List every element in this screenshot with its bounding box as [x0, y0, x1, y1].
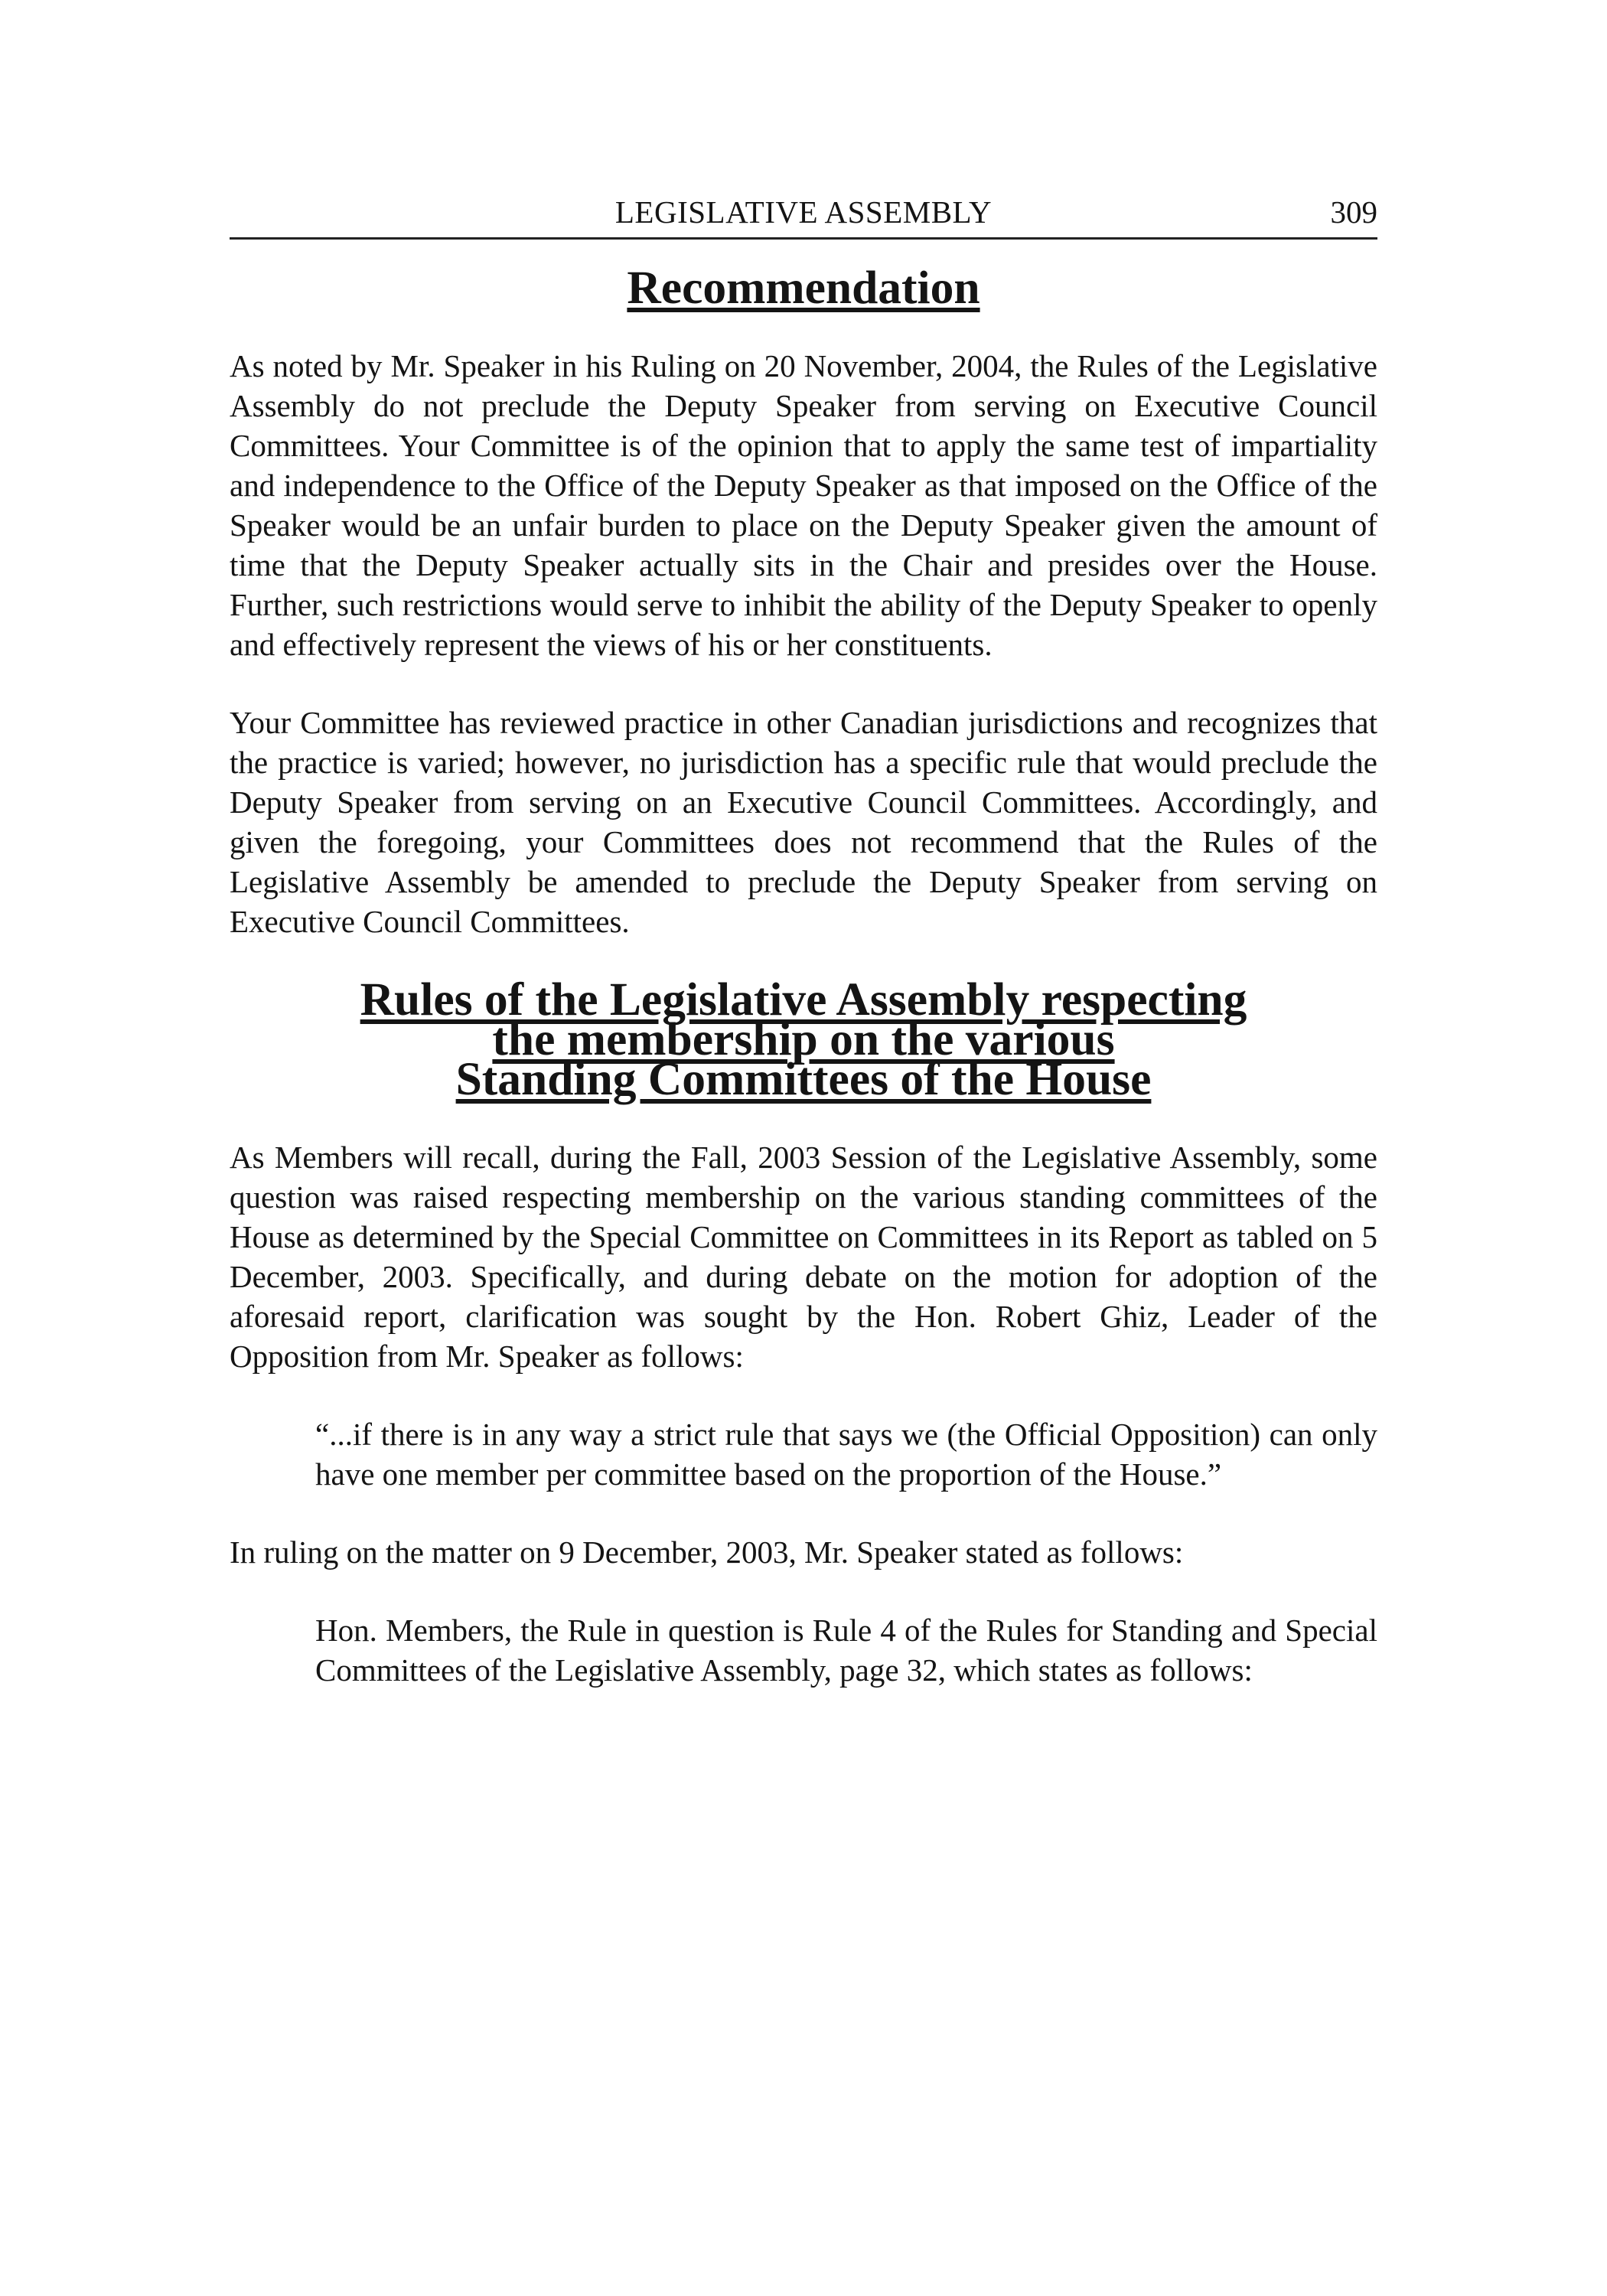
rules-heading: [230, 974, 1377, 1105]
paragraph-deputy-speaker-ruling: As noted by Mr. Speaker in his Ruling on 20 November, 2004, the Rules of the Legislative Assembly do not preclude the Deputy Speaker from serving on Executive Council Committees. Your Committee is of the opinion that to apply the same test of impartiality and independence to the Office of the Deputy Speaker as that imposed on the Office of the Speaker would be an unfair burden to place on the Deputy Speaker given the amount of time that the Deputy Speaker actually sits in the Chair and presides over the House. Further, such restrictions would serve to inhibit the ability of the Deputy Speaker to openly and effectively represent the views of his or her constituents.: [230, 348, 1377, 662]
paragraph-speaker-ruling: In ruling on the matter on 9 December, 2003, Mr. Speaker stated as follows:: [230, 1534, 1184, 1570]
recommendation-heading-text: Recommendation: [627, 262, 980, 314]
paragraph-fall-session: As Members will recall, during the Fall, 2003 Session of the Legislative Assembly, some question was raised respecting membership on the various standing committees of the House as determined by the Special Committee on Committees in its Report as tabled on 5 December, 2003. Specifically, and during debate on the motion for adoption of the aforesaid report, clarification was sought by the Hon. Robert Ghiz, Leader of the Opposition from Mr. Speaker as follows:: [230, 1140, 1377, 1374]
document-page: [230, 193, 1377, 1690]
rules-heading-line-1: Rules of the Legislative Assembly respecting: [360, 974, 1247, 1026]
paragraph-canadian-jurisdictions: Your Committee has reviewed practice in other Canadian jurisdictions and recognizes that the practice is varied; however, no jurisdiction has a specific rule that would preclude the Deputy Speaker from serving on an Executive Council Committees. Accordingly, and given the foregoing, your Committees does not recommend that the Rules of the Legislative Assembly be amended to preclude the Deputy Speaker from serving on Executive Council Committees.: [230, 705, 1377, 939]
page-number: 309: [1330, 194, 1377, 230]
rules-heading-line-2: the membership on the various: [492, 1013, 1115, 1065]
header-title: LEGISLATIVE ASSEMBLY: [614, 194, 993, 230]
recommendation-heading: [230, 262, 1377, 314]
running-header: [230, 193, 1377, 240]
quote-speaker-statement: Hon. Members, the Rule in question is Rule 4 of the Rules for Standing and Special Committees of the Legislative Assembly, page 32, which states as follows:: [315, 1613, 1377, 1688]
quote-opposition-question: “...if there is in any way a strict rule that says we (the Official Opposition) can only have one member per committee based on the proportion of the House.”: [315, 1417, 1377, 1492]
rules-heading-line-3: Standing Committees of the House: [455, 1053, 1152, 1105]
